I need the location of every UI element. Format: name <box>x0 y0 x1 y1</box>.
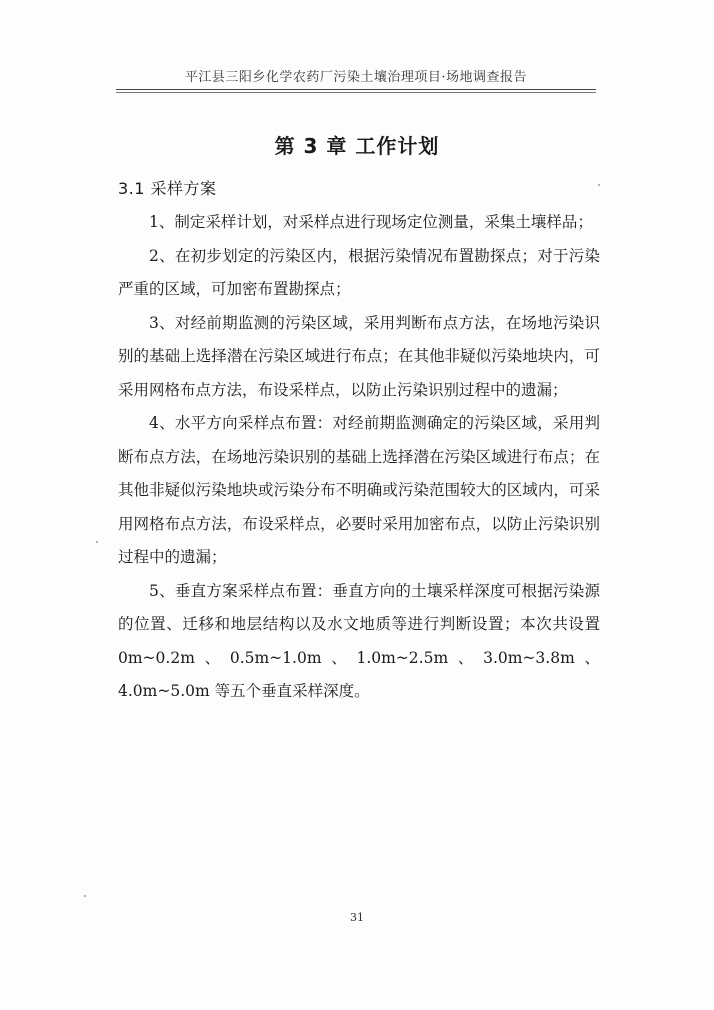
running-header: 平江县三阳乡化学农药厂污染土壤治理项目·场地调查报告 <box>184 70 528 85</box>
chapter-title: 第 3 章 工作计划 <box>274 134 440 158</box>
page-number: 31 <box>350 911 364 924</box>
scan-speck <box>84 895 86 897</box>
scan-speck <box>598 184 600 186</box>
paragraph-2: 2、在初步划定的污染区内，根据污染情况布置勘探点；对于污染严重的区域，可加密布置勘探点； <box>118 246 600 298</box>
paragraph-5: 5、垂直方案采样点布置：垂直方向的土壤采样深度可根据污染源的位置、迁移和地层结构以及水文地质等进行判断设置；本次共设置 0m~0.2m、0.5m~1.0m、1.0m~2.5m、3.0m~3.8m、4.0m~5.0m 等五个垂直采样深度。 <box>118 581 600 700</box>
body-text <box>118 206 600 709</box>
header-rule <box>116 89 596 90</box>
header-rule-secondary <box>116 92 596 93</box>
paragraph-4: 4、水平方向采样点布置：对经前期监测确定的污染区域，采用判断布点方法，在场地污染识别的基础上选择潜在污染区域进行布点；在其他非疑似污染地块或污染分布不明确或污染范围较大的区域内，可采用网格布点方法，布设采样点，必要时采用加密布点，以防止污染识别过程中的遗漏； <box>118 414 600 566</box>
paragraph-1: 1、制定采样计划，对采样点进行现场定位测量，采集土壤样品； <box>149 213 593 231</box>
section-heading: 3.1 采样方案 <box>118 179 217 198</box>
paragraph-3: 3、对经前期监测的污染区域，采用判断布点方法，在场地污染识别的基础上选择潜在污染区域进行布点；在其他非疑似污染地块内，可采用网格布点方法，布设采样点，以防止污染识别过程中的遗漏； <box>118 313 600 399</box>
scan-speck <box>96 541 98 543</box>
